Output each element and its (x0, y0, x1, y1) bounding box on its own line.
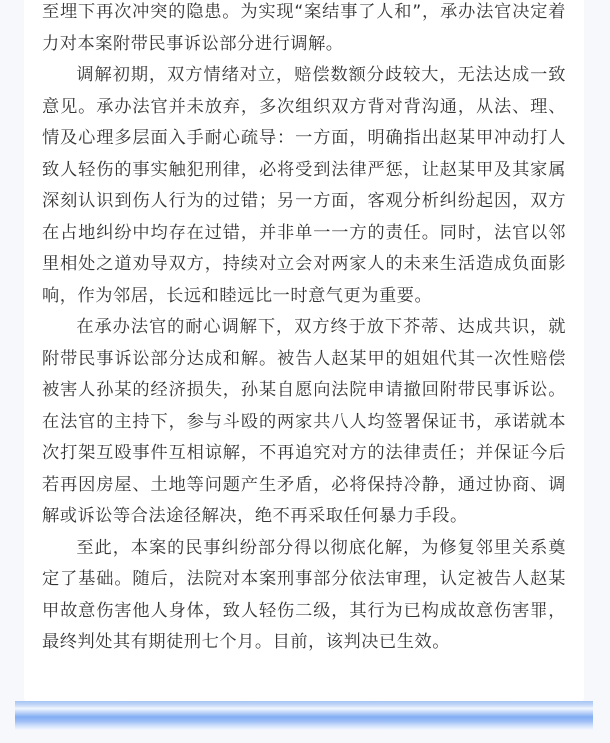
article-body (42, 0, 566, 659)
article-card (24, 0, 584, 703)
paragraph-mediation-process: 调解初期，双方情绪对立，赔偿数额分歧较大，无法达成一致意见。承办法官并未放弃，多次组织双方背对背沟通，从法、理、情及心理多层面入手耐心疏导：一方面，明确指出赵某甲冲动打人致人轻伤的事实触犯刑律，必将受到法律严惩，让赵某甲及其家属深刻认识到伤人行为的过错；另一方面，客观分析纠纷起因，双方在占地纠纷中均存在过错，并非单一一方的责任。同时，法官以邻里相处之道劝导双方，持续对立会对两家人的未来生活造成负面影响，作为邻居，长远和睦远比一时意气更为重要。 (42, 65, 566, 306)
paragraph-mediation-decision: 至埋下再次冲突的隐患。为实现“案结事了人和”，承办法官决定着力对本案附带民事诉讼部分进行调解。 (42, 2, 566, 54)
paragraph-settlement: 在承办法官的耐心调解下，双方终于放下芥蒂、达成共识，就附带民事诉讼部分达成和解。被告人赵某甲的姐姐代其一次性赔偿被害人孙某的经济损失，孙某自愿向法院申请撤回附带民事诉讼。在法官的主持下，参与斗殴的两家共八人均签署保证书，承诺就本次打架互殴事件互相谅解，不再追究对方的法律责任；并保证今后若再因房屋、土地等问题产生矛盾，必将保持冷静，通过协商、调解或诉讼等合法途径解决，绝不再采取任何暴力手段。 (42, 317, 566, 526)
paragraph-verdict: 至此，本案的民事纠纷部分得以彻底化解，为修复邻里关系奠定了基础。随后，法院对本案刑事部分依法审理，认定被告人赵某甲故意伤害他人身体，致人轻伤二级，其行为已构成故意伤害罪，最终判处其有期徒刑七个月。目前，该判决已生效。 (42, 537, 566, 652)
decorative-gradient-divider (15, 701, 593, 730)
